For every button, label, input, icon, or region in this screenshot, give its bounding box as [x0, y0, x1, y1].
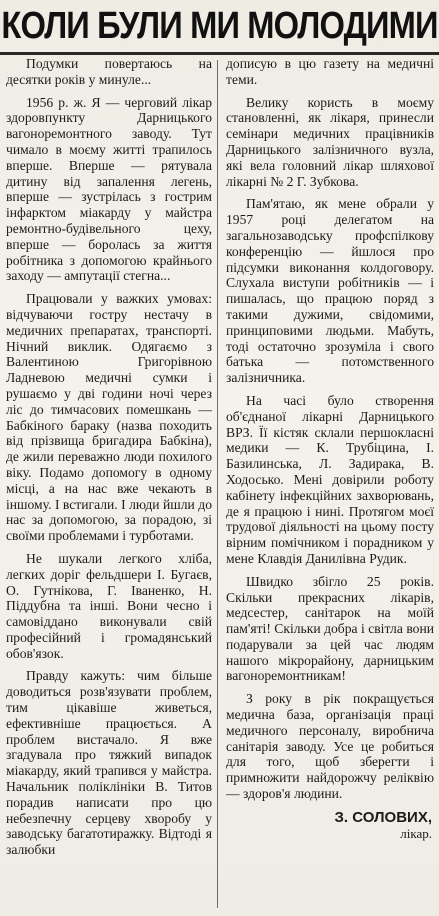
paragraph: Працювали у важких умовах: відчуваючи гостру нестачу в медичних препаратах, транспорті. Нічний виклик. Одягаємо з Валентиною Григорівною Ладневою медичні сумки і рушаємо у дві години ночі через ліс до тимчасових помешкань — Бабкіного бараку (назва походить від прізвища бригадира Бабкіна), де жили переважно люди похилого віку. Подамо допомогу в одному місці, а на нас вже чекають в іншому. І встигали. І люди йшли до нас за допомогою, за порадою, зі своїми проблемами і турботами. [6, 291, 212, 544]
paragraph: На часі було створення об'єднаної лікарні Дарницького ВРЗ. Її кістяк склали першокласні медики — К. Трубіцина, І. Базилинська, Л. Задирака, В. Ходосько. Мені довірили роботу кабінету інфекційних захворювань, де я працюю і нині. Протягом моєї трудової діяльності на цьому посту вірним помічником і порадником у мене Клавдія Данилівна Рудик. [226, 392, 434, 566]
paragraph: Швидко збігло 25 років. Скільки прекрасних лікарів, медсестер, санітарок на моїй пам'яті! Скільки добра і світла вони подарували за цей час людям нашого мікрорайону, дарницьким вагоноремонтникам! [226, 573, 434, 684]
paragraph: Велику користь в моєму становленні, як лікаря, принесли семінари медичних працівників Дарницького залізничного вузла, які вела головний лікар шляхової лікарні № 2 Г. Зубкова. [226, 94, 434, 189]
author-signature: З. СОЛОВИХ, [334, 808, 432, 826]
left-column [6, 56, 212, 911]
column-divider [217, 60, 218, 908]
paragraph: Пам'ятаю, як мене обрали у 1957 році делегатом на загальнозаводську профспілкову конференцію — йшлося про підсумки виконання колдоговору. Слухала виступи робітників — і пишалась, що працюю поряд з такими дужими, свідомими, принциповими людьми. Мабуть, тоді остаточно зрозуміла і свого батька — потомственного залізничника. [226, 196, 434, 386]
author-role: лікар. [400, 825, 432, 841]
paragraph: Подумки повертаюсь на десятки років у минуле... [6, 56, 212, 87]
article-headline: КОЛИ БУЛИ МИ МОЛОДИМИ [1, 4, 438, 47]
paragraph: Правду кажуть: чим більше доводиться розв'язувати проблем, тим цікавіше живеться, ефективніше працюється. А проблем вистачало. Я вже згадувала про тяжкий випадок міакарду, який трапився у майстра. Начальник поліклініки В. Титов порадив написати про цю небезпечну серцеву хворобу у заводську багатотиражку. Відтоді я залюбки [6, 668, 212, 858]
paragraph: З року в рік покращується медична база, організація праці медичного персоналу, виробнича санітарія заводу. Усе це робиться для того, щоб зберегти і примножити найдорожчу реліквію — здоров'я людини. [226, 691, 434, 802]
paragraph: дописую в цю газету на медичні теми. [226, 56, 434, 87]
right-column [226, 56, 434, 911]
paragraph: Не шукали легкого хліба, легких доріг фельдшери І. Бугаєв, О. Гутнікова, Г. Іваненко, Н. Піддубна та інші. Вони чесно і самовіддано виконували свій професійний і громадянський обов'язок. [6, 550, 212, 661]
headline-rule [0, 52, 439, 55]
paragraph: 1956 р. ж. Я — черговий лікар здоровпункту Дарницького вагоноремонтного заводу. Тут чимало в моєму житті трапилось вперше. Вперше — рятувала дитину від запалення легень, вперше — зустрілась з гострим інфарктом міакарду у майстра ремонтно-будівельного цеху, вперше — боролась за життя робітника з допомогою крайнього заходу — ампутації стегна... [6, 94, 212, 284]
